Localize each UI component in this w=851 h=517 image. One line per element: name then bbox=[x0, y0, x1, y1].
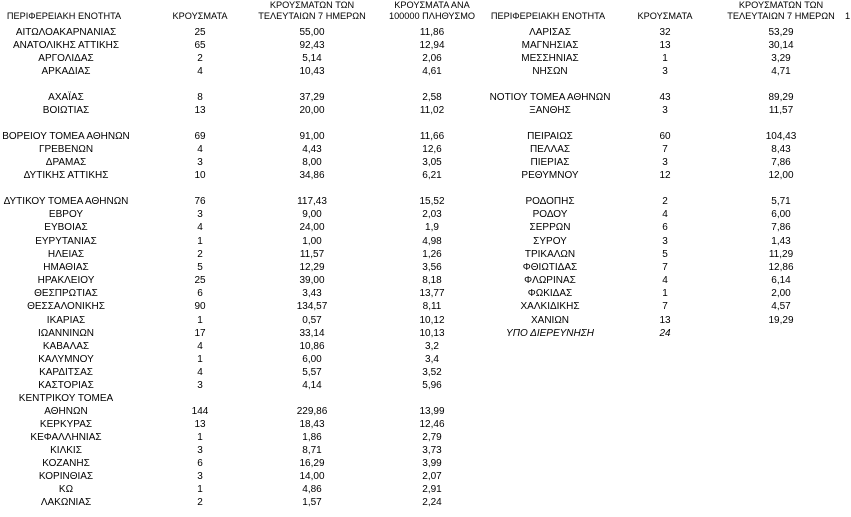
cell-c7: 12,29 bbox=[299, 262, 325, 273]
cell-cases: 5 bbox=[662, 249, 668, 260]
cell-p100k: 3,73 bbox=[422, 445, 442, 456]
cell-region: ΦΛΩΡΙΝΑΣ bbox=[524, 275, 576, 286]
header-cases7-line1-right: ΚΡΟΥΣΜΑΤΩΝ ΤΩΝ bbox=[738, 0, 824, 10]
cell-c7: 55,00 bbox=[299, 27, 325, 38]
cell-p100k: 1,26 bbox=[422, 249, 442, 260]
cell-c7: 4,71 bbox=[771, 66, 791, 77]
cell-c7: 18,43 bbox=[299, 419, 325, 430]
cell-c7: 92,43 bbox=[299, 40, 325, 51]
cell-c7: 10,43 bbox=[299, 66, 325, 77]
cell-p100k: 4,98 bbox=[422, 236, 442, 247]
cell-c7: 39,00 bbox=[299, 275, 325, 286]
cell-cases: 4 bbox=[197, 341, 203, 352]
cell-p100k: 2,58 bbox=[422, 92, 442, 103]
cell-cases: 10 bbox=[194, 170, 206, 181]
header-cases-right: ΚΡΟΥΣΜΑΤΑ bbox=[637, 11, 693, 21]
cell-c7: 2,00 bbox=[771, 288, 791, 299]
cell-p100k: 11,02 bbox=[419, 105, 445, 116]
header-cases7-line2-right: ΤΕΛΕΥΤΑΙΩΝ 7 ΗΜΕΡΩΝ bbox=[727, 11, 835, 21]
cell-cases: 2 bbox=[662, 196, 668, 207]
header-cases7-line2-left: ΤΕΛΕΥΤΑΙΩΝ 7 ΗΜΕΡΩΝ bbox=[258, 11, 366, 21]
cell-region: ΕΒΡΟΥ bbox=[48, 209, 84, 220]
cell-region: ΤΡΙΚΑΛΩΝ bbox=[524, 249, 576, 260]
cell-c7: 8,71 bbox=[302, 445, 322, 456]
cell-c7: 19,29 bbox=[768, 315, 794, 326]
cell-c7: 7,86 bbox=[771, 222, 791, 233]
cell-p100k: 2,24 bbox=[422, 497, 442, 508]
cell-region: ΜΑΓΝΗΣΙΑΣ bbox=[521, 40, 579, 51]
cell-c7: 11,57 bbox=[299, 249, 325, 260]
cell-cases: 3 bbox=[197, 471, 203, 482]
cell-region: ΒΟΙΩΤΙΑΣ bbox=[42, 105, 90, 116]
cell-p100k: 3,99 bbox=[422, 458, 442, 469]
cell-p100k: 15,52 bbox=[419, 196, 445, 207]
cell-region: ΒΟΡΕΙΟΥ ΤΟΜΕΑ ΑΘΗΝΩΝ bbox=[2, 131, 130, 142]
cell-cases: 3 bbox=[197, 157, 203, 168]
cell-region: ΚΟΖΑΝΗΣ bbox=[42, 458, 90, 469]
cell-region: ΞΑΝΘΗΣ bbox=[529, 105, 571, 116]
cell-p100k: 3,52 bbox=[422, 367, 442, 378]
cell-region: ΦΘΙΩΤΙΔΑΣ bbox=[522, 262, 578, 273]
cell-c7: 3,43 bbox=[302, 288, 322, 299]
cell-cases: 6 bbox=[197, 458, 203, 469]
cell-region: ΜΕΣΣΗΝΙΑΣ bbox=[521, 53, 579, 64]
cell-cases: 7 bbox=[662, 301, 668, 312]
cell-cases: 13 bbox=[194, 105, 206, 116]
cell-region: ΔΥΤΙΚΗΣ ΑΤΤΙΚΗΣ bbox=[23, 170, 109, 181]
cell-cases: 12 bbox=[659, 170, 671, 181]
cell-cases: 1 bbox=[197, 354, 203, 365]
cell-c7: 6,14 bbox=[771, 275, 791, 286]
cell-cases: 4 bbox=[197, 222, 203, 233]
cell-p100k: 3,2 bbox=[425, 341, 439, 352]
cell-p100k: 11,66 bbox=[419, 131, 445, 142]
cell-cases: 2 bbox=[197, 249, 203, 260]
cell-region: ΚΑΡΔΙΤΣΑΣ bbox=[39, 367, 93, 378]
cell-p100k: 2,07 bbox=[422, 471, 442, 482]
cell-p100k: 10,13 bbox=[419, 328, 445, 339]
cell-c7: 1,00 bbox=[302, 236, 322, 247]
cell-cases: 6 bbox=[197, 288, 203, 299]
cell-c7: 1,43 bbox=[771, 236, 791, 247]
cell-p100k: 3,4 bbox=[425, 354, 439, 365]
cell-cases: 13 bbox=[194, 419, 206, 430]
cell-region: ΚΑΛΥΜΝΟΥ bbox=[38, 354, 94, 365]
cell-cases: 4 bbox=[197, 367, 203, 378]
cell-c7: 33,14 bbox=[299, 328, 325, 339]
cell-c7: 12,86 bbox=[768, 262, 794, 273]
cell-region: ΙΚΑΡΙΑΣ bbox=[46, 315, 86, 326]
cell-cases: 1 bbox=[662, 53, 668, 64]
cell-cases: 6 bbox=[662, 222, 668, 233]
cell-region: ΑΧΑΪΑΣ bbox=[48, 92, 84, 103]
cell-p100k: 3,05 bbox=[422, 157, 442, 168]
cell-c7: 104,43 bbox=[765, 131, 797, 142]
cell-cases: 2 bbox=[197, 53, 203, 64]
cell-cases: 7 bbox=[662, 144, 668, 155]
cell-p100k: 2,06 bbox=[422, 53, 442, 64]
cell-cases: 3 bbox=[197, 209, 203, 220]
cell-c7: 0,57 bbox=[302, 315, 322, 326]
cell-cases: 65 bbox=[194, 40, 206, 51]
cell-cases: 144 bbox=[191, 406, 209, 417]
cell-region: ΧΑΛΚΙΔΙΚΗΣ bbox=[520, 301, 580, 312]
cell-p100k: 8,11 bbox=[422, 301, 442, 312]
cell-p100k: 12,6 bbox=[422, 144, 442, 155]
cell-cases: 3 bbox=[662, 157, 668, 168]
cell-region: ΚΩ bbox=[58, 484, 74, 495]
cell-region: ΚΟΡΙΝΘΙΑΣ bbox=[38, 471, 94, 482]
cell-region: ΚΕΝΤΡΙΚΟΥ ΤΟΜΕΑ bbox=[18, 393, 114, 404]
cell-region: ΛΑΡΙΣΑΣ bbox=[529, 27, 571, 38]
cell-c7: 11,29 bbox=[768, 249, 794, 260]
cell-cases: 3 bbox=[197, 445, 203, 456]
cell-region: ΔΡΑΜΑΣ bbox=[45, 157, 87, 168]
cell-cases: 4 bbox=[662, 209, 668, 220]
header-per100k-line1-left: ΚΡΟΥΣΜΑΤΑ ΑΝΑ bbox=[394, 0, 470, 10]
cell-region: ΙΩΑΝΝΙΝΩΝ bbox=[37, 328, 95, 339]
cell-cases: 8 bbox=[197, 92, 203, 103]
cell-c7: 24,00 bbox=[299, 222, 325, 233]
cell-c7: 7,86 bbox=[771, 157, 791, 168]
cell-region: ΝΟΤΙΟΥ ΤΟΜΕΑ ΑΘΗΝΩΝ bbox=[489, 92, 611, 103]
cell-cases: 4 bbox=[197, 144, 203, 155]
cell-c7: 8,00 bbox=[302, 157, 322, 168]
cell-region: ΗΛΕΙΑΣ bbox=[47, 249, 85, 260]
cell-region: ΠΕΛΛΑΣ bbox=[529, 144, 571, 155]
cell-cases: 1 bbox=[197, 315, 203, 326]
cell-c7: 6,00 bbox=[302, 354, 322, 365]
cell-cases: 1 bbox=[662, 288, 668, 299]
cell-c7: 4,43 bbox=[302, 144, 322, 155]
cell-region: ΗΜΑΘΙΑΣ bbox=[43, 262, 89, 273]
cell-region: ΚΕΦΑΛΛΗΝΙΑΣ bbox=[30, 432, 102, 443]
cell-c7: 4,57 bbox=[771, 301, 791, 312]
cell-p100k: 10,12 bbox=[419, 315, 445, 326]
cell-c7: 91,00 bbox=[299, 131, 325, 142]
cell-region: ΝΗΣΩΝ bbox=[532, 66, 568, 77]
cell-region: ΧΑΝΙΩΝ bbox=[530, 315, 570, 326]
cell-cases: 32 bbox=[659, 27, 671, 38]
cell-region: ΡΟΔΟΥ bbox=[532, 209, 568, 220]
cell-region: ΑΡΚΑΔΙΑΣ bbox=[41, 66, 91, 77]
cell-cases: 69 bbox=[194, 131, 206, 142]
cell-cases: 4 bbox=[662, 275, 668, 286]
cell-region: ΛΑΚΩΝΙΑΣ bbox=[40, 497, 92, 508]
cell-c7: 16,29 bbox=[299, 458, 325, 469]
cell-p100k: 8,18 bbox=[422, 275, 442, 286]
cell-cases: 60 bbox=[659, 131, 671, 142]
cell-region: ΥΠΟ ΔΙΕΡΕΥΝΗΣΗ bbox=[506, 328, 594, 339]
cell-c7: 10,86 bbox=[299, 341, 325, 352]
cell-p100k: 1,9 bbox=[425, 222, 439, 233]
cell-p100k: 13,99 bbox=[419, 406, 445, 417]
cell-region: ΕΥΡΥΤΑΝΙΑΣ bbox=[35, 236, 97, 247]
cell-cases: 90 bbox=[194, 301, 206, 312]
cell-cases: 25 bbox=[194, 275, 206, 286]
cell-p100k: 12,46 bbox=[419, 419, 445, 430]
cell-c7: 3,29 bbox=[771, 53, 791, 64]
cell-region: ΡΕΘΥΜΝΟΥ bbox=[521, 170, 579, 181]
cell-cases: 24 bbox=[659, 328, 671, 339]
cell-cases: 13 bbox=[659, 40, 671, 51]
cell-region: ΑΝΑΤΟΛΙΚΗΣ ΑΤΤΙΚΗΣ bbox=[12, 40, 120, 51]
cell-region: ΕΥΒΟΙΑΣ bbox=[44, 222, 88, 233]
cell-c7: 1,57 bbox=[302, 497, 322, 508]
cell-p100k: 2,79 bbox=[422, 432, 442, 443]
cell-region: ΚΑΒΑΛΑΣ bbox=[42, 341, 90, 352]
cell-region: ΑΙΤΩΛΟΑΚΑΡΝΑΝΙΑΣ bbox=[15, 27, 117, 38]
cell-c7: 8,43 bbox=[771, 144, 791, 155]
cell-region: ΦΩΚΙΔΑΣ bbox=[527, 288, 573, 299]
cell-p100k: 3,56 bbox=[422, 262, 442, 273]
cell-c7: 11,57 bbox=[768, 105, 794, 116]
header-per100k-right-cut: 1 bbox=[845, 11, 851, 21]
cell-p100k: 6,21 bbox=[422, 170, 442, 181]
header-region-right: ΠΕΡΙΦΕΡΕΙΑΚΗ ΕΝΟΤΗΤΑ bbox=[490, 11, 606, 21]
cell-region: ΑΘΗΝΩΝ bbox=[44, 406, 88, 417]
cell-c7: 20,00 bbox=[299, 105, 325, 116]
cell-region: ΘΕΣΠΡΩΤΙΑΣ bbox=[34, 288, 98, 299]
cell-cases: 1 bbox=[197, 236, 203, 247]
cell-cases: 76 bbox=[194, 196, 206, 207]
cell-c7: 14,00 bbox=[299, 471, 325, 482]
cell-cases: 3 bbox=[662, 236, 668, 247]
cell-region: ΚΙΛΚΙΣ bbox=[50, 445, 82, 456]
cell-cases: 25 bbox=[194, 27, 206, 38]
cell-cases: 5 bbox=[197, 262, 203, 273]
cell-region: ΑΡΓΟΛΙΔΑΣ bbox=[38, 53, 94, 64]
cell-region: ΚΑΣΤΟΡΙΑΣ bbox=[38, 380, 94, 391]
cell-cases: 2 bbox=[197, 497, 203, 508]
cell-region: ΗΡΑΚΛΕΙΟΥ bbox=[37, 275, 95, 286]
cell-p100k: 13,77 bbox=[419, 288, 445, 299]
cell-region: ΣΕΡΡΩΝ bbox=[529, 222, 571, 233]
cell-c7: 30,14 bbox=[768, 40, 794, 51]
cell-p100k: 11,86 bbox=[419, 27, 445, 38]
cell-cases: 43 bbox=[659, 92, 671, 103]
cell-region: ΣΥΡΟΥ bbox=[533, 236, 567, 247]
header-cases-left: ΚΡΟΥΣΜΑΤΑ bbox=[172, 11, 228, 21]
cell-region: ΚΕΡΚΥΡΑΣ bbox=[39, 419, 93, 430]
cell-c7: 37,29 bbox=[299, 92, 325, 103]
cell-cases: 3 bbox=[662, 66, 668, 77]
cell-c7: 12,00 bbox=[768, 170, 794, 181]
cell-c7: 53,29 bbox=[768, 27, 794, 38]
cell-c7: 5,14 bbox=[302, 53, 322, 64]
cell-c7: 4,14 bbox=[302, 380, 322, 391]
cell-region: ΠΙΕΡΙΑΣ bbox=[530, 157, 570, 168]
cell-region: ΘΕΣΣΑΛΟΝΙΚΗΣ bbox=[27, 301, 105, 312]
cell-c7: 117,43 bbox=[297, 196, 327, 207]
cell-c7: 6,00 bbox=[771, 209, 791, 220]
cell-cases: 1 bbox=[197, 484, 203, 495]
header-per100k-line2-left: 100000 ΠΛΗΘΥΣΜΟ bbox=[388, 11, 476, 21]
header-region-left: ΠΕΡΙΦΕΡΕΙΑΚΗ ΕΝΟΤΗΤΑ bbox=[6, 11, 122, 21]
cell-cases: 3 bbox=[662, 105, 668, 116]
cell-cases: 3 bbox=[197, 380, 203, 391]
cell-c7: 5,71 bbox=[771, 196, 791, 207]
cell-region: ΠΕΙΡΑΙΩΣ bbox=[527, 131, 573, 142]
cell-c7: 1,86 bbox=[302, 432, 322, 443]
cell-p100k: 12,94 bbox=[419, 40, 445, 51]
cell-c7: 89,29 bbox=[768, 92, 794, 103]
cell-cases: 17 bbox=[194, 328, 206, 339]
cell-c7: 134,57 bbox=[296, 301, 328, 312]
cell-c7: 4,86 bbox=[302, 484, 322, 495]
cell-p100k: 2,91 bbox=[422, 484, 442, 495]
cell-p100k: 4,61 bbox=[422, 66, 442, 77]
cell-c7: 34,86 bbox=[299, 170, 325, 181]
cell-cases: 4 bbox=[197, 66, 203, 77]
cell-region: ΓΡΕΒΕΝΩΝ bbox=[38, 144, 94, 155]
cell-region: ΡΟΔΟΠΗΣ bbox=[525, 196, 575, 207]
header-cases7-line1-left: ΚΡΟΥΣΜΑΤΩΝ ΤΩΝ bbox=[269, 0, 355, 10]
cell-cases: 13 bbox=[659, 315, 671, 326]
cell-c7: 5,57 bbox=[302, 367, 322, 378]
cell-cases: 7 bbox=[662, 262, 668, 273]
cell-cases: 1 bbox=[197, 432, 203, 443]
cell-p100k: 5,96 bbox=[422, 380, 442, 391]
cell-c7: 9,00 bbox=[302, 209, 322, 220]
cell-region: ΔΥΤΙΚΟΥ ΤΟΜΕΑ ΑΘΗΝΩΝ bbox=[3, 196, 129, 207]
cell-p100k: 2,03 bbox=[422, 209, 442, 220]
cell-c7: 229,86 bbox=[296, 406, 328, 417]
